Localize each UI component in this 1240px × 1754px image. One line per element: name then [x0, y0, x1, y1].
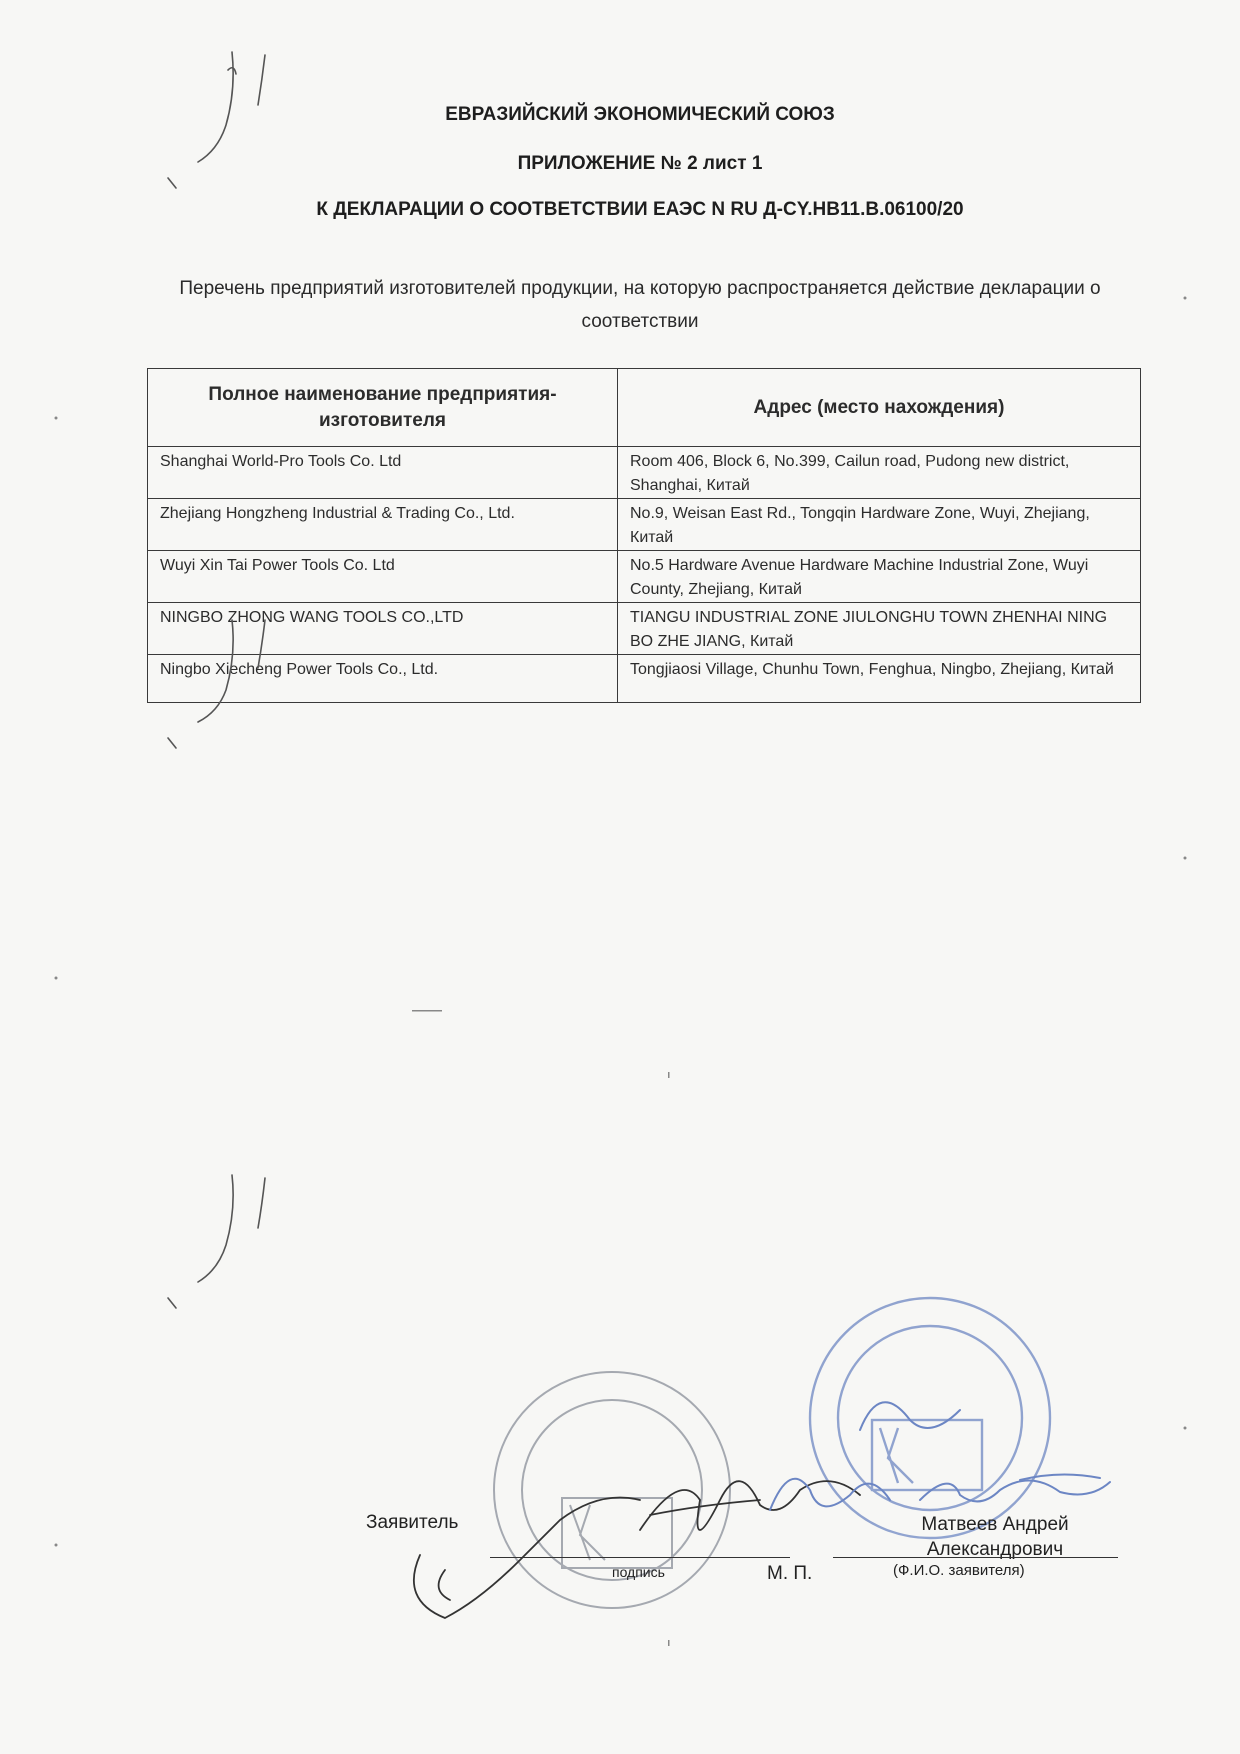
blue-signature-icon	[770, 1402, 1110, 1510]
column-header-address: Адрес (место нахождения)	[618, 369, 1141, 447]
appendix-title: ПРИЛОЖЕНИЕ № 2 лист 1	[517, 153, 763, 174]
union-title: ЕВРАЗИЙСКИЙ ЭКОНОМИЧЕСКИЙ СОЮЗ	[445, 104, 835, 125]
handwritten-initials-icon	[168, 52, 265, 1308]
fio-line	[833, 1557, 1118, 1558]
applicant-name-line1: Матвеев Андрей	[921, 1514, 1069, 1535]
applicant-label: Заявитель	[366, 1512, 459, 1533]
applicant-name-line2: Александрович	[926, 1539, 1064, 1560]
manufacturer-address: Tongjiaosi Village, Chunhu Town, Fenghua, Ningbo, Zhejiang, Китай	[618, 655, 1141, 703]
signature-icon	[414, 1481, 860, 1618]
applicant-name	[880, 1512, 1110, 1562]
manufacturer-address: Room 406, Block 6, No.399, Cailun road, Pudong new district, Shanghai, Китай	[618, 447, 1141, 499]
stamp-place-label: М. П.	[767, 1563, 813, 1584]
declaration-title: К ДЕКЛАРАЦИИ О СООТВЕТСТВИИ ЕАЭС N RU Д-CY.НВ11.В.06100/20	[316, 199, 964, 220]
column-header-name: Полное наименование предприятия-изготовителя	[148, 369, 618, 447]
fio-caption: (Ф.И.О. заявителя)	[893, 1562, 1025, 1579]
manufacturer-name: Wuyi Xin Tai Power Tools Co. Ltd	[148, 551, 618, 603]
manufacturer-name: Zhejiang Hongzheng Industrial & Trading Co., Ltd.	[148, 499, 618, 551]
manufacturer-address: TIANGU INDUSTRIAL ZONE JIULONGHU TOWN ZHENHAI NING BO ZHE JIANG, Китай	[618, 603, 1141, 655]
intro-text: Перечень предприятий изготовителей продукции, на которую распространяется действие декларации о соответствии	[179, 278, 1101, 332]
scan-marks	[55, 297, 1187, 1647]
right-stamp-icon	[810, 1298, 1050, 1538]
signature-caption: подпись	[612, 1564, 665, 1580]
manufacturer-name: Shanghai World-Pro Tools Co. Ltd	[148, 447, 618, 499]
manufacturer-address: No.9, Weisan East Rd., Tongqin Hardware Zone, Wuyi, Zhejiang, Китай	[618, 499, 1141, 551]
manufacturer-address: No.5 Hardware Avenue Hardware Machine Industrial Zone, Wuyi County, Zhejiang, Китай	[618, 551, 1141, 603]
signature-line	[490, 1557, 790, 1558]
manufacturer-name: Ningbo Xiecheng Power Tools Co., Ltd.	[148, 655, 618, 703]
manufacturer-name: NINGBO ZHONG WANG TOOLS CO.,LTD	[148, 603, 618, 655]
